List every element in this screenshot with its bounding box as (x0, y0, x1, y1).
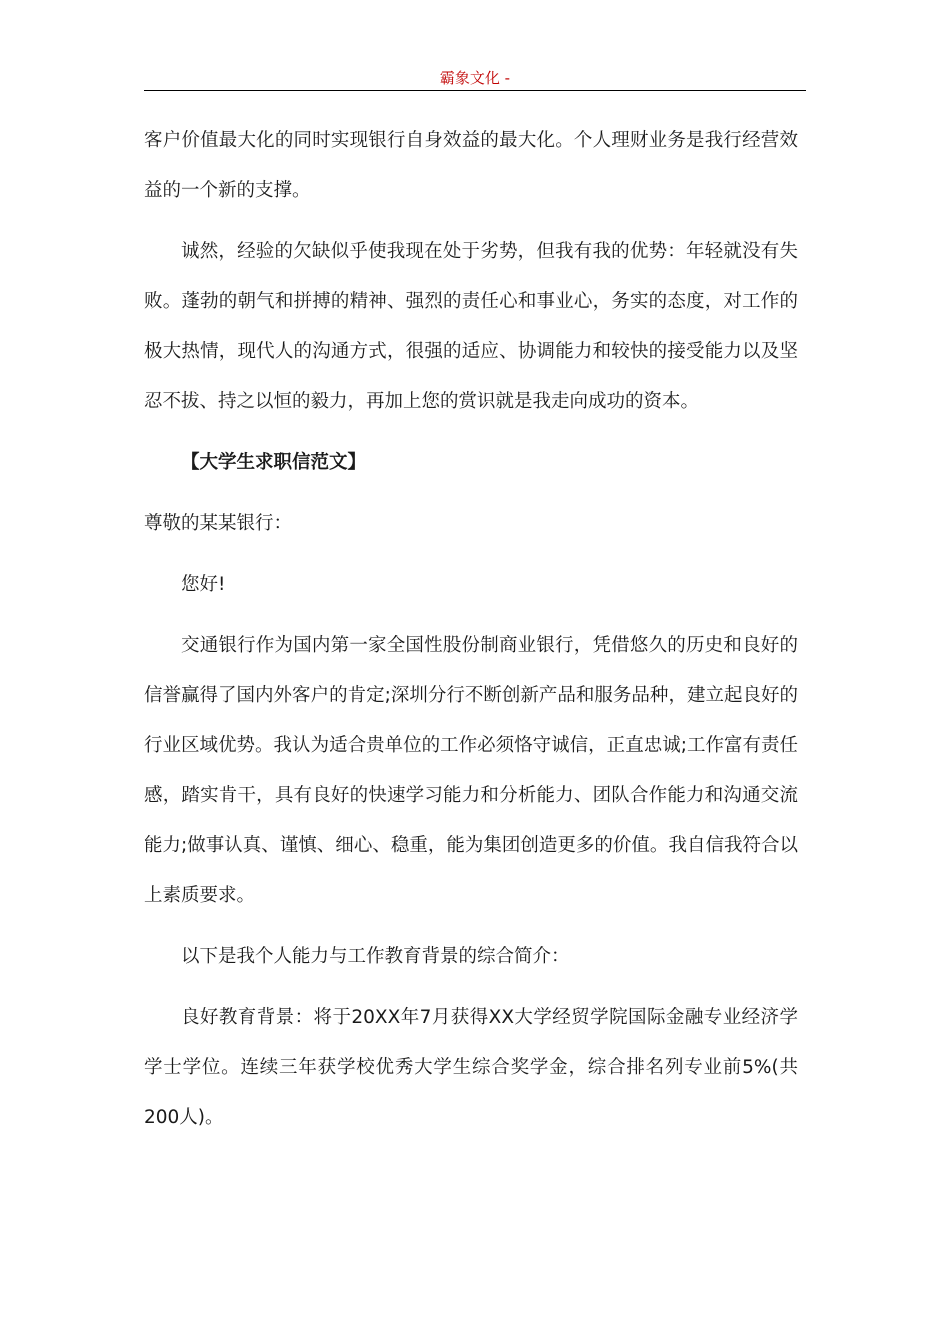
paragraph-summary-intro: 以下是我个人能力与工作教育背景的综合简介： (181, 946, 570, 967)
document-body (144, 116, 798, 1143)
page-header (144, 66, 806, 91)
paragraph-advantages: 诚然，经验的欠缺似乎使我现在处于劣势，但我有我的优势：年轻就没有失败。蓬勃的朝气和拼搏的精神、强烈的责任心和事业心，务实的态度，对工作的极大热情，现代人的沟通方式，很强的适应、协调能力和较快的接受能力以及坚忍不拔、持之以恒的毅力，再加上您的赏识就是我走向成功的资本。 (144, 241, 798, 412)
header-title: 霸象文化 - (439, 69, 511, 87)
section-heading: 【大学生求职信范文】 (181, 452, 367, 473)
greeting: 您好! (181, 574, 226, 595)
paragraph-continuation: 客户价值最大化的同时实现银行自身效益的最大化。个人理财业务是我行经营效益的一个新的支撑。 (144, 130, 798, 201)
paragraph-education: 良好教育背景：将于20XX年7月获得XX大学经贸学院国际金融专业经济学学士学位。连续三年获学校优秀大学生综合奖学金，综合排名列专业前5%(共200人)。 (144, 1007, 798, 1128)
paragraph-bank-intro: 交通银行作为国内第一家全国性股份制商业银行，凭借悠久的历史和良好的信誉赢得了国内外客户的肯定;深圳分行不断创新产品和服务品种，建立起良好的行业区域优势。我认为适合贵单位的工作必须恪守诚信，正直忠诚;工作富有责任感，踏实肯干，具有良好的快速学习能力和分析能力、团队合作能力和沟通交流能力;做事认真、谨慎、细心、稳重，能为集团创造更多的价值。我自信我符合以上素质要求。 (144, 635, 798, 906)
salutation: 尊敬的某某银行： (144, 513, 293, 534)
